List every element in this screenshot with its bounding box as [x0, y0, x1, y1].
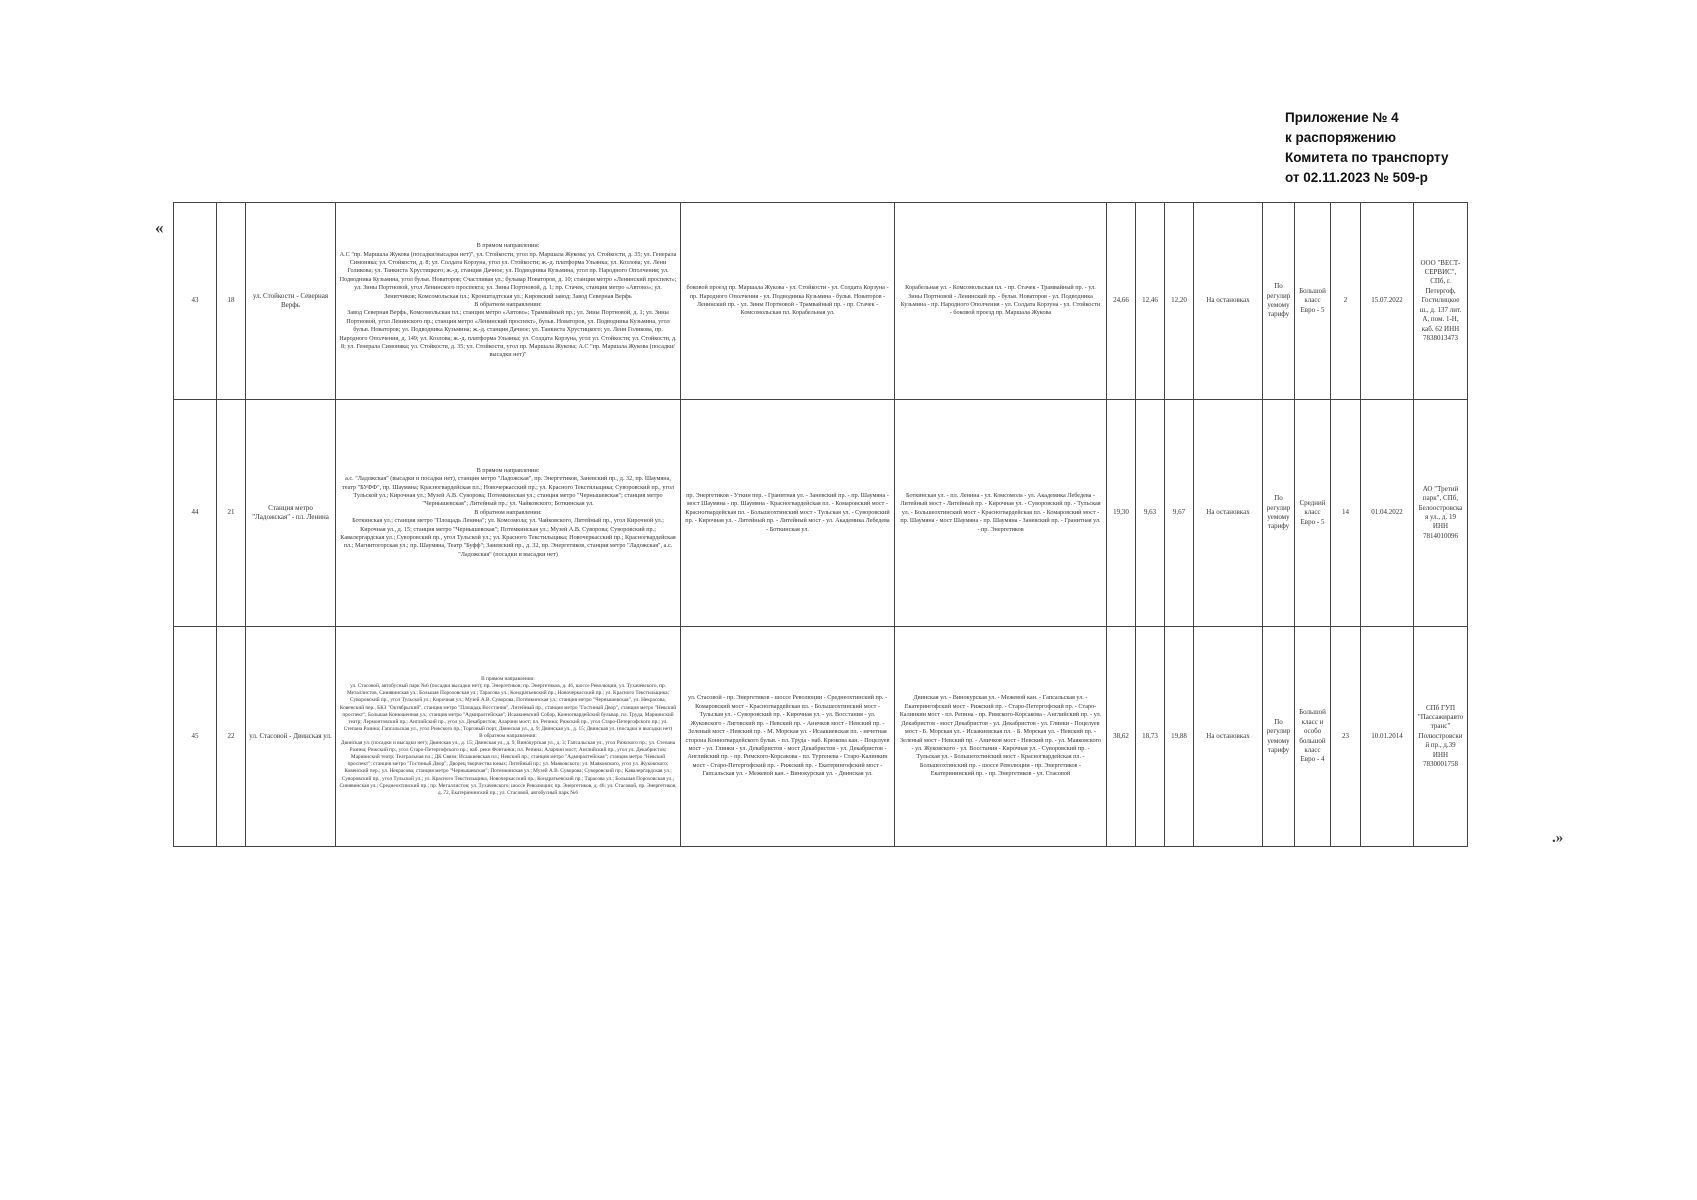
- tariff: По регулируемому тарифу: [1263, 627, 1295, 847]
- tariff: По регулируемому тарифу: [1263, 400, 1295, 627]
- stop-order: На остановках: [1194, 400, 1263, 627]
- length-total: 38,62: [1107, 627, 1136, 847]
- vehicle-count: 2: [1331, 203, 1361, 400]
- row-number: 45: [174, 627, 217, 847]
- stop-order: На остановках: [1194, 627, 1263, 847]
- row-number: 44: [174, 400, 217, 627]
- carrier: ООО "ВЕСТ-СЕРВИС", СПб, г. Петергоф, Гостилицкое ш., д. 137 лит. А, пом. 1-Н, каб. 62 ИНН 7838013473: [1414, 203, 1468, 400]
- path-forward: боковой проезд пр. Маршала Жукова - ул. Стойкости - ул. Солдата Корзуна - пр. Народного Ополчения - ул. Подводника Кузьмина - бульв. Новаторов - Ленинский пр. - ул. Зины Портновой - Трамвайный пр. - пр. Стачек - Комсомольская пл. Корабельная ул.: [681, 203, 895, 400]
- stops-backward: Завод Северная Верфь, Комсомольская пл.; станция метро «Автово»; Трамвайный пр.; ул. Зины Портновой, д. 1; ул. Зины Портновой, угол Ленинского пр.; станция метро «Ленинский проспект», бульв. Новаторов, ул. Подводника Кузьмина, угол бульв. Новаторов; ул. Подводника Кузьмина; ж.-д. станция Дачное; ул. Танкиста Хрустицкого; ул. Лени Голикова, пр. Народного Ополчения, д. 149; ул. Козлова; ж.-д. платформа Ульянка; ул. Солдата Корзуна, угол ул. Стойкости; ул. Стойкости, д. 8; ул. Генерала Симоняка; ул. Стойкости, д. 35; ул. Стойкости, угол пр. Маршала Жукова; А.С "пр. Маршала Жукова (посадки/высадки нет)": [339, 309, 677, 359]
- path-backward: Двинская ул. - Винокурская ул. - Межевой кан. - Гапсальская ул. - Екатерингофский мост - Рижский пр. - Старо-Петергофский пр. - Старо-Калинкин мост - пл. Репина - пр. Римского-Корсакова - Английский пр. - ул. Декабристов - мост Декабристов - ул. Декабристов - ул. Глинки - Поцелуев мост - Б. Морская ул. - Исаакиевская пл. - Б. Морская ул. - Невский пр. - Зеленый мост - Невский пр. - Аничков мост - Невский пр. - ул. Маяковского - ул. Жуковского - ул. Восстания - Кирочная ул. - Суворовский пр. - Тульская ул. - Большеохтинский мост - Красногвардейская пл. - Большеохтинский пр. - шоссе Революции - пр. Энергетиков - Екатерининский пр. - пр. Энергетиков - ул. Стасовой: [895, 627, 1107, 847]
- stops-backward-label: В обратном направлении:: [479, 732, 537, 739]
- stops-backward: Двинская ул. (посадки и высадки нет); Двинская ул., д. 15; Двинская ул., д. 9, Винокурская ул., д. 3; Гапсальская ул., угол Рижского пр.; ул. Степана Разина; Рижский пр., угол Старо-Петергофского пр.; наб. реки Фонтанки; пл. Репина; Аларчин мост; Английский пр., угол ул. Декабристов; Мариинский театр; Театральная пл.; ДК Связи; Исаакиевская пл.; Невский пр.; станция метро "Адмиралтейская"; станция метро "Невский проспект"; станция метро "Гостиный Двор"; Дворец творчества юных; Литейный пр.; ул. Маяковского; ул. Маяковского, угол ул. Жуковского; Ковенский пер.; ул. Некрасова; станция метро "Чернышевская"; Потемкинская ул.; Музей А.В. Суворова; Суворовский пр.; Кавалергардская ул.; Суворовский пр., угол Тульской ул.; ул. Красного Текстильщика, Новочеркасский пр.; Кондратьевский пр.; Тарасова ул.; Большая Пороховская ул.; Синявинская ул.; Среднеохтинский пр.; пр. Металлистов; ул. Тухачевского; шоссе Революции; пр. Энергетиков, д. 46; ул. Стасовой, пр. Энергетиков, д. 72, Екатерининский пр.; ул. Стасовой, автобусный парк №6: [339, 740, 677, 796]
- stops-backward: Боткинская ул.; станция метро "Площадь Ленина"; ул. Комсомола; ул. Чайковского, Литейный пр., угол Кирочной ул.; Кирочная ул., д. 15; станция метро "Чернышевская"; Потемкинская ул.; Музей А.В. Суворова; Суворовский пр.; Кавалергардская ул.; Суворовский пр., угол Тульской ул.; ул. Красного Текстильщика; Новочеркасский пр.; Красногвардейская пл.; Магнитогорская ул.; пр. Шаумяна, Театр "Буфф"; Заневский пр., д. 32, пр. Энергетиков, станция метро "Ладожская", а.с. "Ладожская" (посадки и высадки нет): [340, 517, 676, 558]
- path-forward: ул. Стасовой - пр. Энергетиков - шоссе Революции - Среднеохтинский пр. - Комаровский мост - Красногвардейская пл. - Большеохтинский мост - Тульская ул. - Суворовский пр. - Кирочная ул. - ул. Восстания - ул. Жуковского - Лиговский пр. - Невский пр. - Аничков мост - Невский пр. - Зеленый мост - Невский пр. - М. Морская ул. - Исаакиевская пл. - нечетная сторона Конногвардейского бульв. - пл. Труда - наб. Крюкова кан. - Поцелуев мост - ул. Глинки - ул. Декабристов - мост Декабристов - ул. Декабристов - Английский пр. - пр. Римского-Корсакова - пл. Тургенева - Старо-Калинкин мост - Старо-Петергофский пр. - Рижский пр. - Екатерингофский мост - Гапсальская ул. - Межевой кан. - Винокурская ул. - Двинская ул.: [681, 627, 895, 847]
- length-backward: 9,67: [1165, 400, 1194, 627]
- carrier: СПб ГУП "Пассажиравтотранс" Полюстровский пр., д.39 ИНН 7830001758: [1414, 627, 1468, 847]
- stops-backward-label: В обратном направлении:: [474, 508, 542, 516]
- start-date: 15.07.2022: [1361, 203, 1414, 400]
- length-forward: 9,63: [1136, 400, 1165, 627]
- vehicle-class: Большой класс и особо большой класс Евро - 4: [1295, 627, 1331, 847]
- opening-quote: «: [155, 218, 164, 237]
- route-number: 21: [217, 400, 246, 627]
- length-forward: 12,46: [1136, 203, 1165, 400]
- route-number: 22: [217, 627, 246, 847]
- vehicle-count: 23: [1331, 627, 1361, 847]
- carrier: АО "Третий парк", СПб, Белоостровская ул., д. 19 ИНН 7814010096: [1414, 400, 1468, 627]
- header-line-committee: Комитета по транспорту: [1285, 150, 1449, 165]
- row-number: 43: [174, 203, 217, 400]
- header-line-date: от 02.11.2023 № 509-р: [1285, 170, 1428, 185]
- length-backward: 12,20: [1165, 203, 1194, 400]
- start-date: 01.04.2022: [1361, 400, 1414, 627]
- vehicle-class: Средний класс Евро - 5: [1295, 400, 1331, 627]
- stops-forward: ул. Стасовой, автобусный парк №6 (посадки высадки нет); пр. Энергетиков; пр. Энергетиков, д. 46, шоссе Революции, ул. Тухачевского, пр. Металлистов, Синявинская ул.; Большая Пороховская ул.; Тарасова ул.; Кондратьевский пр.; Новочеркасский пр.; ул. Красного Текстильщика; Суворовский пр., угол Тульской ул.; Кирочная ул.; Музей А.В. Суворова; Потемкинская ул.; станция метро "Чернышевская", ул. Некрасова, Ковенский пер., БКЗ "Октябрьский", станция метро "Площадь Восстания", Литейный пр., станция метро "Гостиный Двор", станция метро "Невский проспект"; Большая Конюшенная ул.; станция метро "Адмиралтейская", Исаакиевский Собор, Конногвардейский бульвар, пл. Труда, Мариинский театр; Лермонтовский пр.; Английский пр., угол ул. Декабристов; Аларчин мост; пл. Репина; Рижский пр., угол Старо-Петергофского пр.; ул. Степана Разина; Гапсальская ул., угол Рижского пр.; Торговый порт, Двинская ул., д. 9; Двинская ул., д. 15; Двинская ул. (посадки и высадки нет): [339, 683, 677, 732]
- route-name: Станция метро "Ладожская" - пл. Ленина: [246, 400, 336, 627]
- table-row: [174, 203, 1565, 400]
- path-forward: пр. Энергетиков - Уткин пер. - Гранитная ул. - Заневский пр. - пр. Шаумяна - мост Шаумяна - пр. Шаумяна - Красногвардейская пл. - Комаровский мост - Красногвардейская пл. - Большеохтинский мост - Тульская ул. - Суворовский пр. - Кирочная ул. - Литейный пр. - Литейный мост - ул. Академика Лебедева - Боткинская ул.: [681, 400, 895, 627]
- stops-forward: а.с. "Ладожская" (высадки и посадки нет), станция метро "Ладожская", пр. Энергетиков, Заневский пр., д. 32, пр. Шаумяна, театр "БУФФ", пр. Шаумяна; Красногвардейская пл.; Новочеркасский пр.; ул. Красного Текстильщика; Суворовский пр., угол Тульской ул.; Кирочная ул.; Музей А.В. Суворова; Потемкинская ул.; станция метро "Чернышевская"; станция метро "Чернышевская"; Литейный пр.; ул. Чайковского; Боткинская ул.: [342, 475, 674, 508]
- header-line-appendix: Приложение № 4: [1285, 110, 1399, 125]
- path-backward: Корабельная ул. - Комсомольская пл. - пр. Стачек - Трамвайный пр. - ул. Зины Портновой - Ленинский пр. - бульв. Новаторов - ул. Подводника Кузьмина - пр. Народного Ополчения - ул. Солдата Корзуна - ул. Стойкости - боковой проезд пр. Маршала Жукова: [895, 203, 1107, 400]
- header-line-order: к распоряжению: [1285, 130, 1396, 145]
- stop-order: На остановках: [1194, 203, 1263, 400]
- tariff: По регулируемому тарифу: [1263, 203, 1295, 400]
- route-stops: [336, 627, 681, 847]
- stops-forward-label: В прямом направлении:: [481, 676, 535, 683]
- vehicle-class: Большой класс Евро - 5: [1295, 203, 1331, 400]
- table-row: [174, 400, 1565, 627]
- length-total: 19,30: [1107, 400, 1136, 627]
- vehicle-count: 14: [1331, 400, 1361, 627]
- route-stops: [336, 203, 681, 400]
- stops-backward-label: В обратном направлении:: [474, 301, 542, 308]
- length-backward: 19,88: [1165, 627, 1194, 847]
- route-number: 18: [217, 203, 246, 400]
- path-backward: Боткинская ул. - пл. Ленина - ул. Комсомола - ул. Академика Лебедева - Литейный мост - Литейный пр. - Кирочная ул. - Суворовский пр. - Тульская ул. - Большеохтинский мост - Красногвардейская пл. - Комаровский мост - пр. Шаумяна - мост Шаумяна - пр. Шаумяна - Заневский пр. - Гранитная ул. - пр. Энергетиков: [895, 400, 1107, 627]
- route-name: ул. Стасовой - Двинская ул.: [246, 627, 336, 847]
- closing-quote: .»: [1552, 830, 1564, 846]
- length-total: 24,66: [1107, 203, 1136, 400]
- route-name: ул. Стойкости - Северная Верфь: [246, 203, 336, 400]
- stops-forward-label: В прямом направлении:: [476, 466, 540, 474]
- appendix-header: [1285, 108, 1625, 188]
- routes-table: [173, 202, 1565, 847]
- stops-forward-label: В прямом направлении:: [476, 242, 540, 250]
- route-stops: [336, 400, 681, 627]
- stops-forward: А.С "пр. Маршала Жукова (посадки/высадки нет)", ул. Стойкости, угол пр. Маршала Жукова; ул. Стойкости, д. 35; ул. Генерала Симоняка; ул. Стойкости, д. 8; ул. Солдата Корзуна, угол ул. Стойкости; ж.-д. платформа Ульянка; ул. Козлова; ул. Лени Голикова; ул. Танкиста Хрустицкого; ж.-д. станция Дачное; ул. Подводника Кузьмина, угол пр. Народного Ополчения; ул. Подводника Кузьмина, угол бульв. Новаторов; Счастливая ул.; бульвар Новаторов, д. 10; станция метро «Ленинский проспект»; ул. Зины Портновой, угол Ленинского проспекта; ул. Зины Портновой, д. 1; пр. Стачек, станция метро «Автово»; ул. Зенитчиков; Комсомольская пл.; Кронштадтская ул.; Кировский завод; Завод Северная Верфь: [339, 250, 677, 300]
- length-forward: 18,73: [1136, 627, 1165, 847]
- start-date: 10.01.2014: [1361, 627, 1414, 847]
- table-row: [174, 627, 1565, 847]
